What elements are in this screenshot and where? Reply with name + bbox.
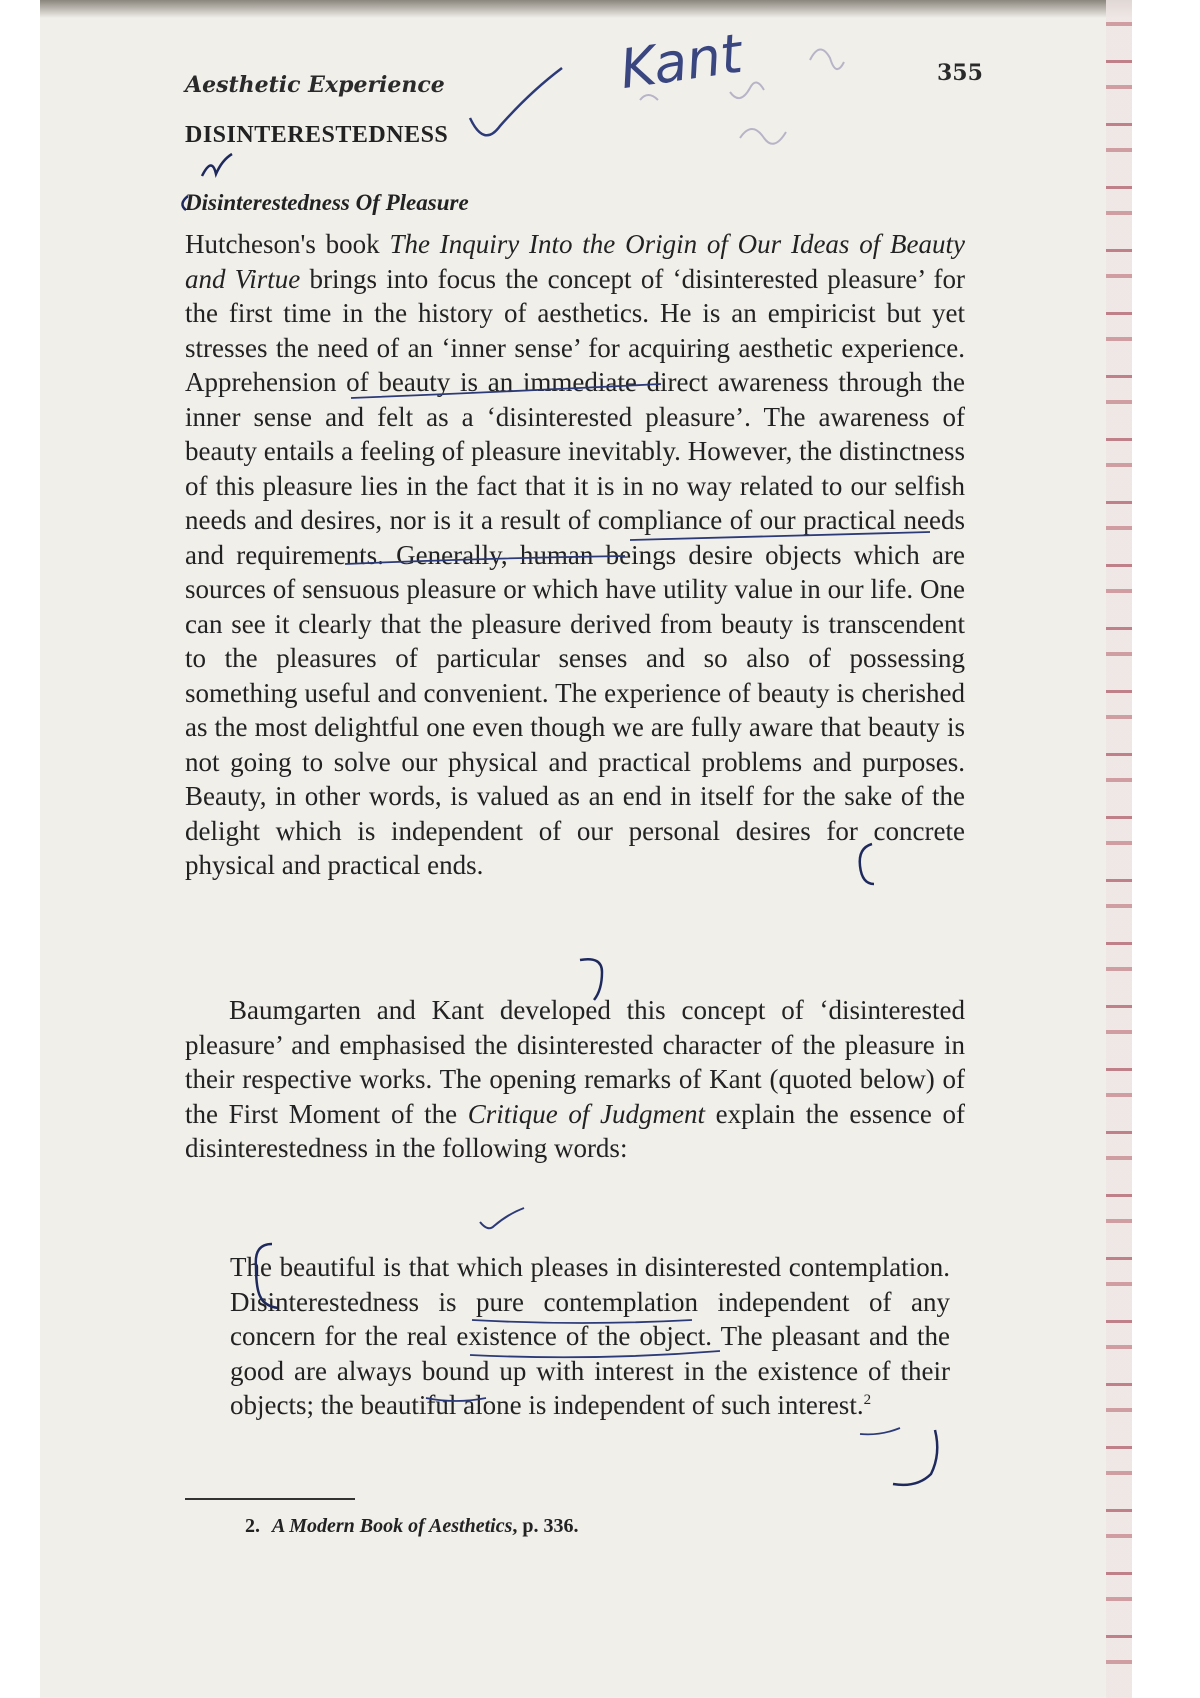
footnote-number: 2.: [245, 1515, 260, 1537]
footnote-page: , p. 336.: [512, 1515, 579, 1537]
paragraph-text: Hutcheson's book: [185, 229, 390, 259]
paragraph-text: brings into focus the concept of ‘disinterested pleasure’ for the first time in the history of aesthetics. He is an empiricist but yet stresses the need of an ‘inner sense’ for acquiring aesthetic experience. Apprehension of beauty is an immediate direct awareness through the inner sense and felt as a ‘disinterested pleasure’. The awareness of beauty entails a feeling of pleasure inevitably. However, the distinctness of this pleasure lies in the fact that it is in no way related to our selfish needs and desires, nor is it a result of compliance of our practical needs and requirements. Generally, human beings desire objects which are sources of sensuous pleasure or which have utility value in our life. One can see it clearly that the pleasure derived from beauty is transcendent to the pleasures of particular senses and so also of possessing something useful and convenient. The experience of beauty is cherished as the most delightful one even though we are fully aware that beauty is not going to solve our physical and practical problems and purposes. Beauty, in other words, is valued as an end in itself for the sake of the delight which is independent of our personal desires for concrete physical and practical ends.: [185, 263, 966, 880]
running-head: Aesthetic Experience: [185, 72, 445, 98]
footnote-title: A Modern Book of Aesthetics: [272, 1515, 513, 1537]
footnote-ref: 2: [863, 1392, 872, 1408]
handwritten-note: Kant: [616, 21, 746, 102]
scanned-page: [40, 0, 1132, 1698]
paragraph-text: explain the essence of disinterestedness in the following words:: [185, 1098, 965, 1163]
book-title: The Inquiry Into the Origin of Our Ideas of Beauty and Virtue: [185, 229, 965, 294]
paragraph-text: Baumgarten and Kant developed this concept of ‘disinterested pleasure’ and emphasised the disinterested character of the pleasure in their respective works. The opening remarks of Kant (quoted below) of the First Moment of the: [185, 995, 965, 1129]
book-title: Critique of Judgment: [467, 1098, 705, 1129]
sub-heading: Disinterestedness Of Pleasure: [185, 190, 469, 215]
quote-text: The beautiful is that which pleases in disinterested contemplation. Disinterestedness is pure contemplation independent of any concern for the real existence of the object. The pleasant and the good are always bound up with interest in the existence of their objects; the beautiful alone is independent of such interest.: [230, 1252, 950, 1420]
page-number: 355: [937, 60, 983, 86]
handwritten-annotations: [40, 0, 1132, 1698]
section-heading: DISINTERESTEDNESS: [185, 122, 449, 148]
